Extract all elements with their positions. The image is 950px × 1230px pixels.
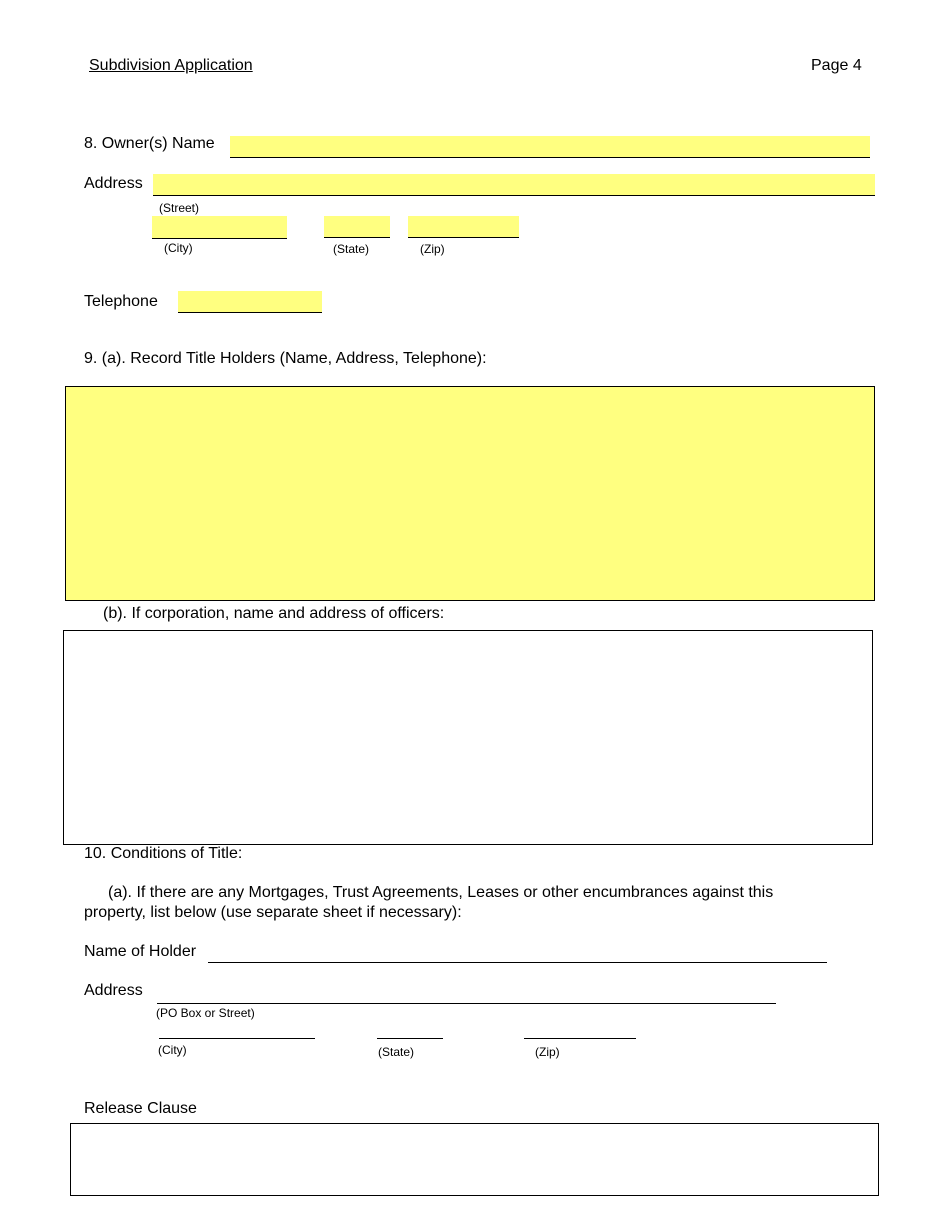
owner-street-field[interactable] bbox=[153, 174, 875, 196]
officers-textarea[interactable] bbox=[63, 630, 873, 845]
owner-name-label: 8. Owner(s) Name bbox=[84, 135, 215, 152]
holder-name-line[interactable] bbox=[208, 962, 827, 963]
record-title-holders-label: 9. (a). Record Title Holders (Name, Address, Telephone): bbox=[84, 350, 487, 367]
owner-city-field[interactable] bbox=[152, 216, 287, 239]
owner-city-caption: (City) bbox=[164, 241, 193, 255]
holder-address-label: Address bbox=[84, 982, 143, 999]
owner-name-field[interactable] bbox=[230, 136, 870, 158]
holder-city-line[interactable] bbox=[159, 1038, 315, 1039]
owner-street-caption: (Street) bbox=[159, 201, 200, 215]
telephone-field[interactable] bbox=[178, 291, 322, 313]
conditions-heading: 10. Conditions of Title: bbox=[84, 845, 243, 862]
release-clause-textarea[interactable] bbox=[70, 1123, 879, 1196]
holder-state-caption: (State) bbox=[378, 1045, 415, 1059]
owner-zip-field[interactable] bbox=[408, 216, 519, 238]
holder-address-caption: (PO Box or Street) bbox=[156, 1006, 255, 1020]
officers-label: (b). If corporation, name and address of officers: bbox=[103, 605, 445, 622]
record-title-holders-textarea[interactable] bbox=[65, 386, 875, 601]
telephone-label: Telephone bbox=[84, 293, 158, 310]
encumbrance-text-line2: property, list below (use separate sheet if necessary): bbox=[84, 904, 462, 921]
holder-address-line[interactable] bbox=[157, 1003, 776, 1004]
owner-zip-caption: (Zip) bbox=[420, 242, 445, 256]
owner-state-caption: (State) bbox=[333, 242, 370, 256]
holder-zip-line[interactable] bbox=[524, 1038, 636, 1039]
holder-zip-caption: (Zip) bbox=[535, 1045, 560, 1059]
owner-state-field[interactable] bbox=[324, 216, 390, 238]
owner-address-label: Address bbox=[84, 175, 143, 192]
encumbrance-text-line1: (a). If there are any Mortgages, Trust Agreements, Leases or other encumbrances against this bbox=[108, 884, 774, 901]
holder-name-label: Name of Holder bbox=[84, 943, 197, 960]
holder-state-line[interactable] bbox=[377, 1038, 443, 1039]
page-number: Page 4 bbox=[811, 57, 862, 74]
document-title: Subdivision Application bbox=[89, 57, 253, 74]
release-clause-label: Release Clause bbox=[84, 1100, 197, 1117]
holder-city-caption: (City) bbox=[158, 1043, 187, 1057]
